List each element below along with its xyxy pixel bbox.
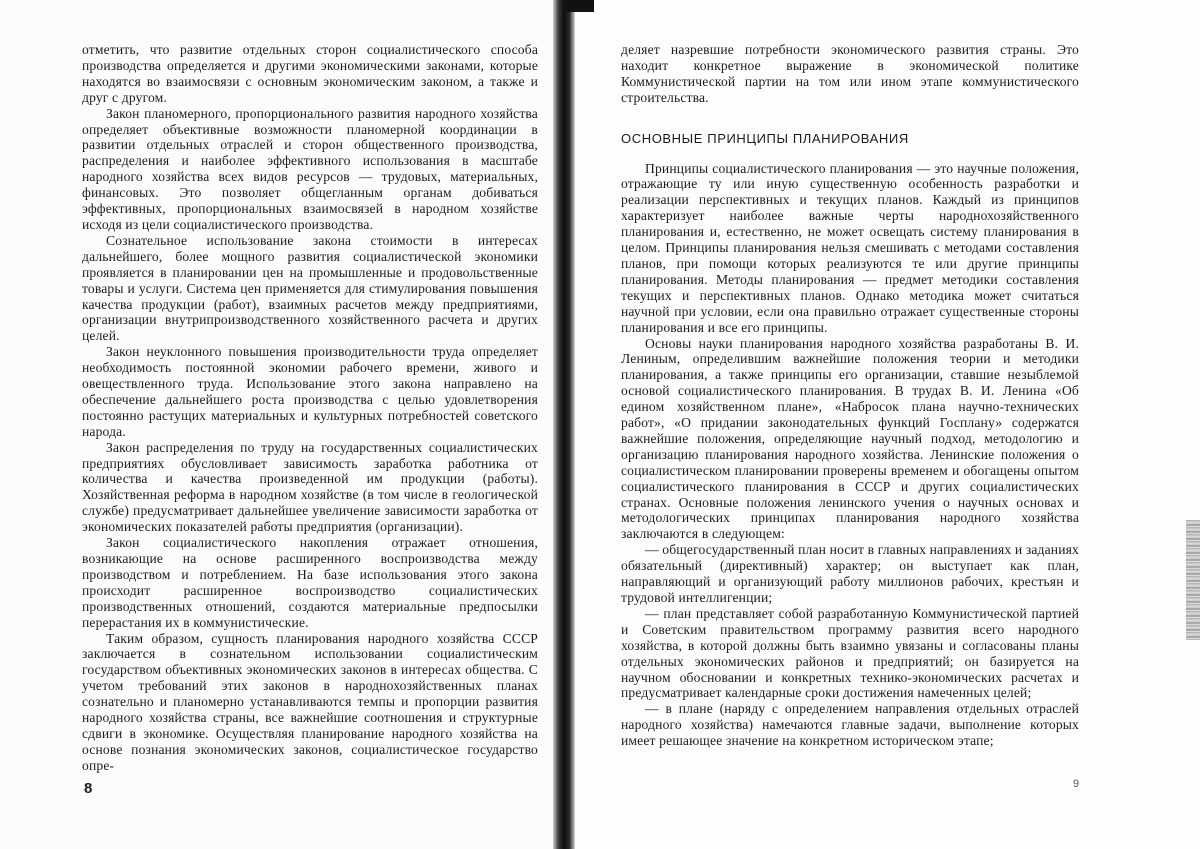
left-paragraph-2: Закон планомерного, пропорционального развития народного хозяйства определяет объективные возможности планомерной координации в развитии отдельных отраслей и сторон общественного производства, распределения и наиболее эффективного использования в масштабе народного хозяйства всех видов ресурсов — трудовых, материальных, финансовых. Это позволяет общегланным органам добиваться эффективных, пропорциональных взаимосвязей в народном хозяйстве исходя из цели социалистического производства. bbox=[82, 106, 538, 233]
left-page-text bbox=[82, 42, 538, 774]
left-page bbox=[0, 0, 560, 849]
left-paragraph-7: Таким образом, сущность планирования народного хозяйства СССР заключается в сознательном использовании социалистическим государством объективных экономических законов в интересах общества. С учетом требований этих законов в народнохозяйственных планах сознательно и планомерно устанавливаются темпы и пропорции развития народного хозяйства страны, все важнейшие соотношения и структурные сдвиги в экономике. Осуществляя планирование народного хозяйства на основе познания экономических законов, социалистическое государство опре- bbox=[82, 631, 538, 774]
book-gutter-shadow bbox=[553, 0, 575, 849]
left-paragraph-6: Закон социалистического накопления отражает отношения, возникающие на основе расширенного воспроизводства между производством и потреблением. На базе использования этого закона происходит расширенное воспроизводство социалистических производственных отношений, создаются материальные предпосылки перерастания их в коммунистические. bbox=[82, 535, 538, 630]
left-paragraph-5: Закон распределения по труду на государственных социалистических предприятиях обусловливает зависимость заработка работника от количества и качества произведенной им продукции (работы). Хозяйственная реформа в народном хозяйстве (в том числе в геологической службе) предусматривает дальнейшее увеличение зависимости заработка от экономических показателей работы предприятия (организации). bbox=[82, 440, 538, 535]
right-paragraph-2: Основы науки планирования народного хозяйства разработаны В. И. Лениным, определившим важнейшие положения теории и методики планирования, а также принципы его организации, ставшие незыблемой основой социалистического планирования. В трудах В. И. Ленина «Об едином хозяйственном плане», «Набросок плана научно-технических работ», «О придании законодательных функций Госплану» содержатся важнейшие положения, определяющие научный подход, методологию и организацию планирования народного хозяйства. Ленинские положения о социалистическом планировании проверены временем и обогащены опытом социалистического планирования в СССР и других социалистических странах. Основные положения ленинского учения о научных основах и методологических принципах планирования народного хозяйства заключаются в следующем: bbox=[621, 336, 1079, 543]
section-heading: ОСНОВНЫЕ ПРИНЦИПЫ ПЛАНИРОВАНИЯ bbox=[621, 131, 1079, 147]
right-page-number: 9 bbox=[1073, 778, 1079, 790]
right-paragraph-1: Принципы социалистического планирования — это научные положения, отражающие ту или иную существенную особенность разработки и реализации перспективных и текущих планов. Каждый из принципов характеризует наиболее важные черты народнохозяйственного планирования и, естественно, не может освещать систему планирования в целом. Принципы планирования нельзя смешивать с методами составления планов, при помощи которых реализуются те или другие принципы планирования. Методы планирования — предмет методики составления текущих и перспективных планов. Однако методика может считаться научной при условии, если она правильно отражает существенные стороны планирования и все его принципы. bbox=[621, 161, 1079, 336]
right-list-item-3: — в плане (наряду с определением направления отдельных отраслей народного хозяйства) намечаются главные задачи, выполнение которых имеет решающее значение на конкретном историческом этапе; bbox=[621, 701, 1079, 749]
book-spread bbox=[0, 0, 1200, 849]
right-page-text bbox=[621, 42, 1079, 749]
left-paragraph-1: отметить, что развитие отдельных сторон социалистического способа производства определяется и другими экономическими законами, которые находятся во взаимосвязи с основным экономическим законом, а также и друг с другом. bbox=[82, 42, 538, 106]
left-paragraph-4: Закон неуклонного повышения производительности труда определяет необходимость постоянной экономии рабочего времени, живого и овеществленного труда. Использование этого закона направлено на обеспечение дальнейшего роста производства с целью удовлетворения постоянно растущих материальных и культурных потребностей советского народа. bbox=[82, 344, 538, 439]
page-edge-shadow bbox=[1186, 520, 1200, 640]
right-intro-paragraph: деляет назревшие потребности экономического развития страны. Это находит конкретное выражение в экономической политике Коммунистической партии на том или ином этапе коммунистического строительства. bbox=[621, 42, 1079, 106]
right-list-item-2: — план представляет собой разработанную Коммунистической партией и Советским правительством программу развития всего народного хозяйства, в которой должны быть взаимно увязаны и согласованы планы отдельных экономических районов и предприятий; он базируется на научном обосновании и конкретных технико-экономических расчетах и предусматривает календарные сроки достижения намеченных целей; bbox=[621, 606, 1079, 701]
right-list-item-1: — общегосударственный план носит в главных направлениях и заданиях обязательный (директивный) характер; он выступает как план, направляющий и организующий работу миллионов рабочих, крестьян и трудовой интеллигенции; bbox=[621, 542, 1079, 606]
left-paragraph-3: Сознательное использование закона стоимости в интересах дальнейшего, более мощного развития социалистической экономики проявляется в планировании цен на промышленные и продовольственные товары и услуги. Система цен применяется для стимулирования повышения качества продукции (работ), взаимных расчетов между предприятиями, организации внутрипроизводственного хозяйственного расчета и других целей. bbox=[82, 233, 538, 344]
left-page-number: 8 bbox=[84, 780, 92, 797]
binding-mark bbox=[566, 0, 594, 12]
